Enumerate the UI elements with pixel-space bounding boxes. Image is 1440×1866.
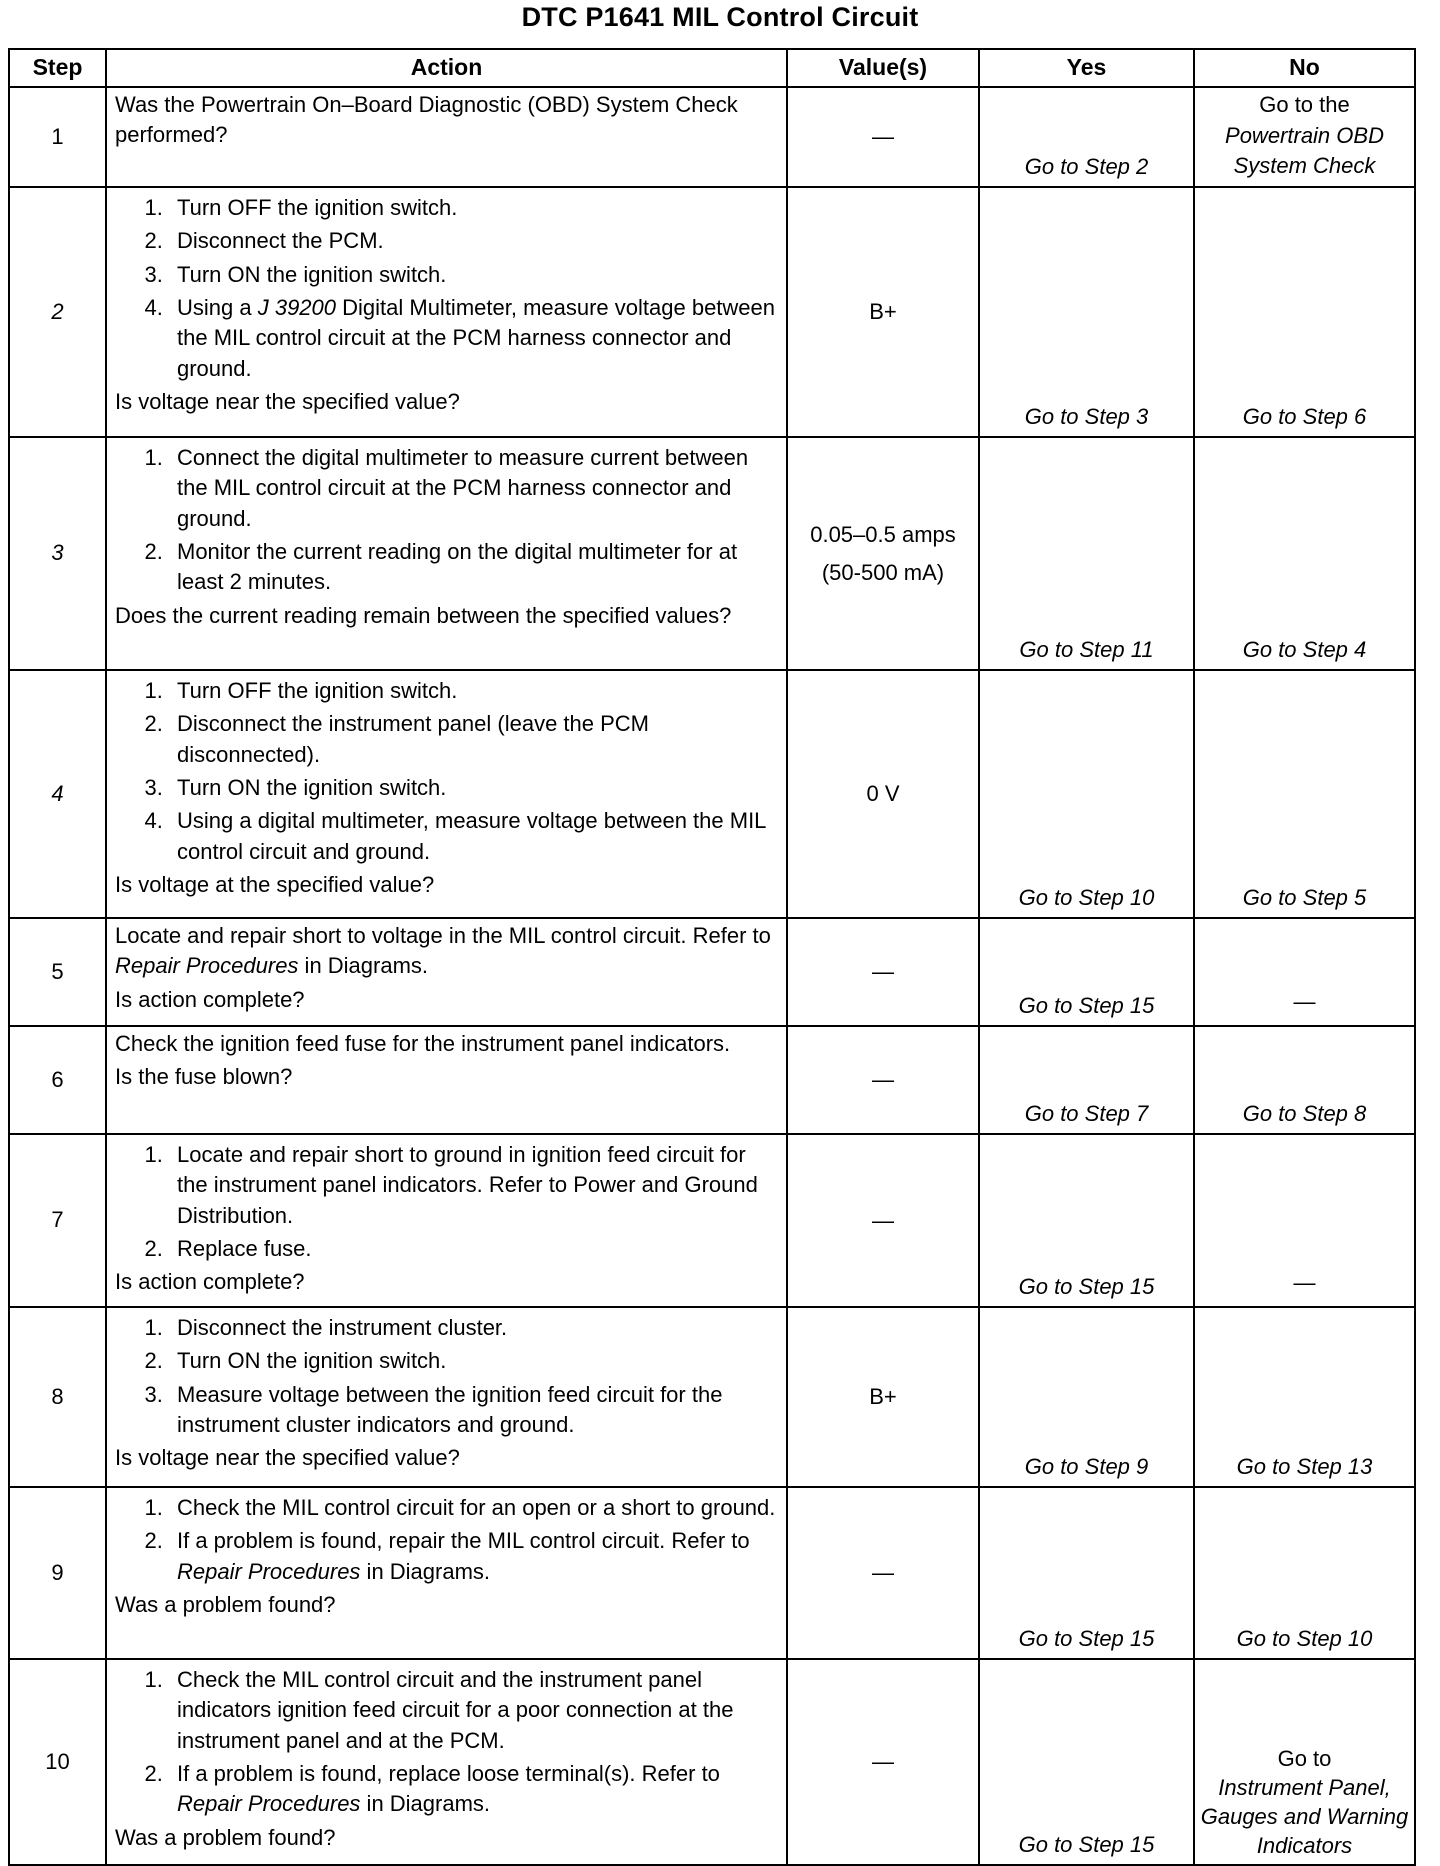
- value-cell: 0 V: [787, 670, 979, 918]
- action-text-part: in Diagrams.: [298, 953, 429, 979]
- action-item-text: Digital Multimeter, measure voltage between the MIL control circuit at the PCM harness connector and ground.: [177, 295, 776, 381]
- step-number: 6: [9, 1026, 106, 1134]
- action-question: Is the fuse blown?: [115, 1064, 293, 1090]
- table-row: [9, 1307, 1415, 1487]
- yes-cell: Go to Step 10: [979, 670, 1194, 918]
- action-cell: [106, 918, 787, 1026]
- page-title: DTC P1641 MIL Control Circuit: [521, 2, 919, 32]
- action-question: Is voltage near the specified value?: [115, 1445, 460, 1471]
- action-item-text: in Diagrams.: [360, 1558, 491, 1584]
- action-text: Was the Powertrain On–Board Diagnostic (OBD) System Check performed?: [115, 92, 738, 148]
- table-row: [9, 437, 1415, 670]
- value-cell: —: [787, 1134, 979, 1307]
- action-item-text: in Diagrams.: [360, 1791, 491, 1817]
- action-item: 1. Turn OFF the ignition switch.: [169, 193, 780, 223]
- action-question: Is voltage near the specified value?: [115, 389, 460, 415]
- action-item: [169, 1526, 780, 1587]
- action-question: Is voltage at the specified value?: [115, 872, 435, 898]
- action-item: 3. Turn ON the ignition switch.: [169, 260, 780, 290]
- action-cell: [106, 1487, 787, 1659]
- action-cell: [106, 1026, 787, 1134]
- table-row: [9, 87, 1415, 187]
- no-cell: Go to Step 4: [1194, 437, 1415, 670]
- no-cell: —: [1194, 1134, 1415, 1307]
- action-list: [115, 193, 780, 384]
- action-item: 2. Replace fuse.: [169, 1234, 780, 1264]
- action-text-part: Locate and repair short to voltage in the MIL control circuit. Refer to: [115, 923, 771, 948]
- action-list: [115, 1493, 780, 1587]
- action-item: 1. Turn OFF the ignition switch.: [169, 676, 780, 706]
- value-line: 0.05–0.5 amps: [810, 522, 956, 548]
- no-reference: Instrument Panel, Gauges and Warning Indicators: [1200, 1774, 1409, 1858]
- table-row: [9, 670, 1415, 918]
- yes-cell: Go to Step 15: [979, 1659, 1194, 1865]
- table-row: [9, 1659, 1415, 1865]
- action-question: Does the current reading remain between the specified values?: [115, 602, 732, 628]
- procedure-reference: Repair Procedures: [115, 953, 299, 979]
- no-cell: Go to Step 13: [1194, 1307, 1415, 1487]
- table-row: [9, 187, 1415, 437]
- yes-cell: Go to Step 9: [979, 1307, 1194, 1487]
- action-item: 1. Check the MIL control circuit for an open or a short to ground.: [169, 1493, 780, 1523]
- tool-reference: J 39200: [257, 295, 337, 321]
- no-prefix: Go to the: [1259, 92, 1350, 118]
- no-cell: [1194, 1659, 1415, 1865]
- no-cell: —: [1194, 918, 1415, 1026]
- action-cell: [106, 1134, 787, 1307]
- no-prefix: Go to: [1277, 1745, 1332, 1771]
- no-cell: Go to Step 5: [1194, 670, 1415, 918]
- action-list: [115, 1313, 780, 1440]
- action-item: 1. Locate and repair short to ground in ignition feed circuit for the instrument panel indicators. Refer to Power and Ground Distribution.: [169, 1140, 780, 1231]
- action-item: 3. Measure voltage between the ignition feed circuit for the instrument cluster indicators and ground.: [169, 1380, 780, 1441]
- step-number: 4: [9, 670, 106, 918]
- diagnostic-table: [8, 48, 1416, 1866]
- action-text: Check the ignition feed fuse for the instrument panel indicators.: [115, 1031, 731, 1056]
- action-item: 1. Check the MIL control circuit and the instrument panel indicators ignition feed circuit for a poor connection at the instrument panel and at the PCM.: [169, 1665, 780, 1756]
- action-item: 1. Disconnect the instrument cluster.: [169, 1313, 780, 1343]
- action-cell: [106, 437, 787, 670]
- value-cell: B+: [787, 1307, 979, 1487]
- value-line: (50-500 mA): [821, 559, 945, 585]
- action-item: 2. Monitor the current reading on the digital multimeter for at least 2 minutes.: [169, 537, 780, 598]
- action-question: Is action complete?: [115, 986, 305, 1012]
- value-cell: B+: [787, 187, 979, 437]
- action-question: Was a problem found?: [115, 1592, 336, 1618]
- step-number: 7: [9, 1134, 106, 1307]
- table-row: [9, 1026, 1415, 1134]
- step-number: 10: [9, 1659, 106, 1865]
- table-row: [9, 1134, 1415, 1307]
- value-cell: [787, 437, 979, 670]
- no-reference: Powertrain OBD System Check: [1225, 122, 1384, 179]
- action-cell: [106, 1307, 787, 1487]
- action-question: Was a problem found?: [115, 1824, 336, 1850]
- action-item: 1. Connect the digital multimeter to measure current between the MIL control circuit at the PCM harness connector and ground.: [169, 443, 780, 534]
- action-item: 3. Turn ON the ignition switch.: [169, 773, 780, 803]
- action-cell: [106, 87, 787, 187]
- yes-cell: Go to Step 3: [979, 187, 1194, 437]
- action-list: [115, 1665, 780, 1820]
- yes-cell: Go to Step 15: [979, 1487, 1194, 1659]
- action-item: 4. Using a digital multimeter, measure voltage between the MIL control circuit and ground.: [169, 806, 780, 867]
- yes-cell: Go to Step 2: [979, 87, 1194, 187]
- step-number: 1: [9, 87, 106, 187]
- step-number: 8: [9, 1307, 106, 1487]
- no-cell: Go to Step 10: [1194, 1487, 1415, 1659]
- header-action: Action: [106, 49, 787, 87]
- action-item: 2. Disconnect the instrument panel (leave the PCM disconnected).: [169, 709, 780, 770]
- table-row: [9, 918, 1415, 1026]
- yes-cell: Go to Step 15: [979, 1134, 1194, 1307]
- header-row: [9, 49, 1415, 87]
- table-row: [9, 1487, 1415, 1659]
- value-cell: —: [787, 1659, 979, 1865]
- action-item-text: If a problem is found, repair the MIL control circuit. Refer to: [177, 1528, 750, 1554]
- action-item: [169, 1759, 780, 1820]
- action-list: [115, 443, 780, 598]
- action-text: [115, 921, 780, 982]
- no-cell: Go to Step 8: [1194, 1026, 1415, 1134]
- action-cell: [106, 1659, 787, 1865]
- action-list: [115, 1140, 780, 1264]
- procedure-reference: Repair Procedures: [177, 1791, 361, 1817]
- action-list: [115, 676, 780, 867]
- action-item: 2. Turn ON the ignition switch.: [169, 1346, 780, 1376]
- action-question: Is action complete?: [115, 1269, 305, 1295]
- value-cell: —: [787, 1026, 979, 1134]
- action-item-text: If a problem is found, replace loose terminal(s). Refer to: [177, 1761, 720, 1787]
- header-yes: Yes: [979, 49, 1194, 87]
- action-item-text: Using a: [177, 295, 258, 321]
- header-step: Step: [9, 49, 106, 87]
- header-values: Value(s): [787, 49, 979, 87]
- no-cell: Go to Step 6: [1194, 187, 1415, 437]
- no-cell: [1194, 87, 1415, 187]
- action-cell: [106, 670, 787, 918]
- value-cell: —: [787, 918, 979, 1026]
- procedure-reference: Repair Procedures: [177, 1558, 361, 1584]
- value-cell: —: [787, 1487, 979, 1659]
- value-cell: —: [787, 87, 979, 187]
- step-number: 3: [9, 437, 106, 670]
- step-number: 5: [9, 918, 106, 1026]
- step-number: 2: [9, 187, 106, 437]
- yes-cell: Go to Step 7: [979, 1026, 1194, 1134]
- yes-cell: Go to Step 11: [979, 437, 1194, 670]
- header-no: No: [1194, 49, 1415, 87]
- action-item: [169, 293, 780, 384]
- action-item: 2. Disconnect the PCM.: [169, 226, 780, 256]
- yes-cell: Go to Step 15: [979, 918, 1194, 1026]
- step-number: 9: [9, 1487, 106, 1659]
- action-cell: [106, 187, 787, 437]
